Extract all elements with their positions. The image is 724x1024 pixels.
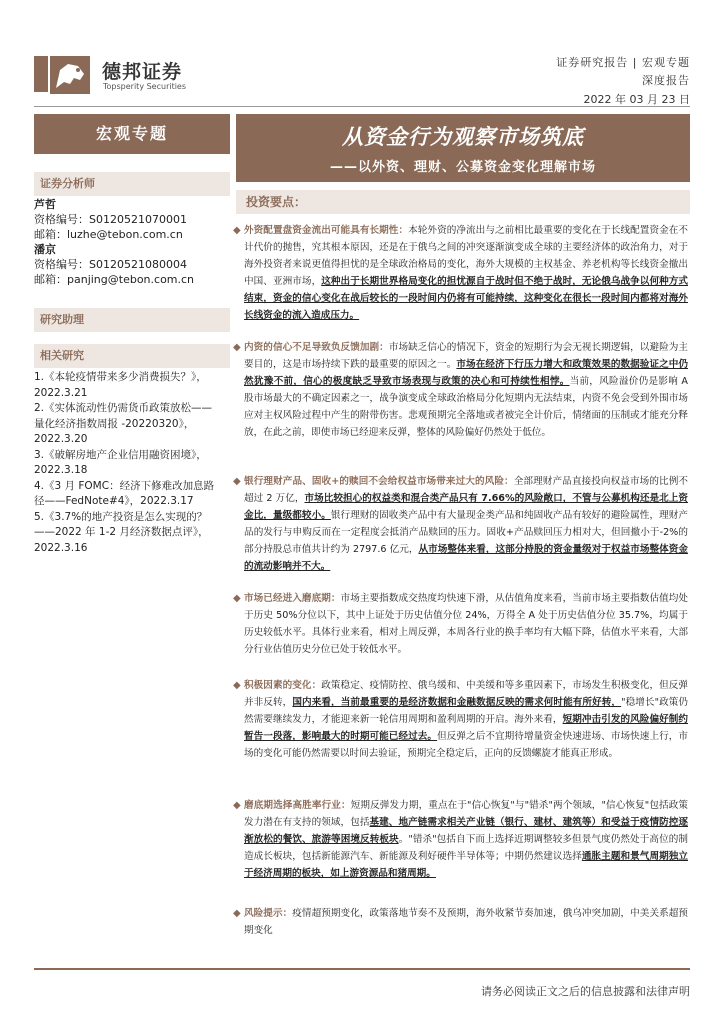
footer-divider [34,968,690,970]
analyst-block [34,197,230,287]
left-banner: 宏观专题 [34,114,230,154]
related-item[interactable]: 3.《破解房地产企业信用融资困境》， 2022.3.18 [34,448,207,476]
bullet-icon: ◆ [233,800,241,811]
report-date: 2022 年 03 月 23 日 [583,93,690,106]
key-point-risk: ◆ 风险提示：疫情超预期变化，政策落地节奏不及预期，海外收紧节奏加速，俄乌冲突加剧，中美关系超预期变化 [244,905,688,939]
bullet-icon: ◆ [233,680,241,691]
related-item[interactable]: 4.《3 月 FOMC：经济下修难改加息路 径——FedNote#4》，2022.3.17 [34,479,215,507]
analyst-section-head: 证券分析师 [34,172,230,196]
bullet-icon: ◆ [233,476,241,487]
bullet-icon: ◆ [233,225,241,236]
report-type: 证券研究报告 | 宏观专题 [556,56,690,69]
brand-english: Topsperity Securities [103,82,187,91]
analyst-name: 潘京 [34,243,56,256]
analyst-cert: 资格编号：S0120521070001 [34,213,187,226]
key-point-2: ◆ 内资的信心不足导致负反馈加剧：市场缺乏信心的情况下，资金的短期行为会无视长期逻辑，以避险为主要目的，这是市场持续下跌的最重要的原因之一。市场在经济下行压力增大和政策效果的数据验证之中仍然犹豫不前，信心的极度缺乏导致市场表现与政策的决心和可持续性相悖。当前，风险溢价仍是影响 A 股市场最大的不确定因素之一，战争演变成全球政治格局分化短期内无法结束，内资不免会受到外围市场应对主权风险过程中产生的附带伤害。悲观预期完全落地或者被完全计价后，情绪面的压制或才能充分释放，在此之前，即使市场已经迎来反弹，整体的风险偏好仍然处于低位。 [244,339,688,441]
key-points-head: 投资要点： [236,190,690,214]
bullet-icon: ◆ [233,342,241,353]
related-list [34,370,230,556]
analyst-email[interactable]: 邮箱：luzhe@tebon.com.cn [34,228,183,241]
analyst-name: 芦哲 [34,198,56,211]
company-logo [34,52,94,98]
key-point-6: ◆ 磨底期选择高胜率行业：短期反弹发力期，重点在于"信心恢复"与"错杀"两个领域，"信心恢复"包括政策发力潜在有支持的领域，包括基建、地产链需求相关产业链（银行、建材、建筑等）和受益于疫情防控逐渐放松的餐饮、旅游等困境反转板块。"错杀"包括自下而上选择近期调整较多但景气度仍然处于高位的制造成长板块，包括新能源汽车、新能源及利好硬件半导体等；中期仍然建议选择通胀主题和景气周期独立于经济周期的板块，如上游资源品和猪周期。 [244,797,688,882]
brand-name: 德邦证券 [102,61,183,83]
header-divider [34,106,690,107]
footer-disclaimer: 请务必阅读正文之后的信息披露和法律声明 [481,985,690,998]
assistant-section-head: 研究助理 [34,308,230,332]
report-subtitle: ——以外资、理财、公募资金变化理解市场 [329,160,596,175]
analyst-cert: 资格编号：S0120521080004 [34,258,187,271]
title-banner [236,114,690,182]
related-item[interactable]: 5.《3.7%的地产投资是怎么实现的？ ——2022 年 1-2 月经济数据点评》， 2022.3.16 [34,510,209,554]
key-point-1: ◆ 外资配置盘资金流出可能具有长期性：本轮外资的净流出与之前相比最重要的变化在于长线配置资金在不计代价的抛售，究其根本原因，还是在于俄乌之间的冲突逐渐演变成全球的主要经济体的政治角力，对于海外投资者来说更值得担忧的是全球政治格局的变化，海外大规模的主权基金、养老机构等长线资金撤出中国、亚洲市场，这种出于长期世界格局变化的担忧源自于战时但不绝于战时，无论俄乌战争以何种方式结束，资金的信心变化在战后较长的一段时间内仍将有可能持续，这种变化在很长一段时间内都将对海外长线资金的流入造成压力。 [244,222,688,324]
bullet-icon: ◆ [233,908,241,919]
related-item[interactable]: 1.《本轮疫情带来多少消费损失？》， 2022.3.21 [34,371,207,399]
key-point-3: ◆ 银行理财产品、固收+的赎回不会给权益市场带来过大的风险：全部理财产品直接投向权益市场的比例不超过 2 万亿，市场比较担心的权益类和混合类产品只有 7.66%的风险敞口，不管与公募机构还是北上资金比，量级都较小。银行理财的固收类产品中有大量现金类产品和纯固收产品有较好的避险属性，理财产品的发行与申购反而在一定程度会抵消产品赎回的压力。固收+产品赎回压力相对大，但回撤小于-2%的部分持股总市值共计约为 2797.6 亿元，从市场整体来看，这部分持股的资金量级对于权益市场整体资金的流动影响并不大。 [244,473,688,575]
related-item[interactable]: 2.《实体流动性仍需货币政策放松—— 量化经济指数周报 -20220320》， 2022.3.20 [34,402,213,445]
key-point-4: ◆ 市场已经进入磨底期：市场主要指数成交热度均快速下滑，从估值角度来看，当前市场主要指数估值均处于历史 50%分位以下，其中上证处于历史估值分位 24%，万得全 A 处于历史估值分位 35.7%，均属于历史较低水平。具体行业来看，相对上周反弹，本周各行业的换手率均有大幅下降，估值水平来看，大部分行业估值历史分位已处于较低水平。 [244,590,688,658]
bullet-icon: ◆ [233,593,241,604]
key-point-5: ◆ 积极因素的变化：政策稳定、疫情防控、俄乌缓和、中美缓和等多重因素下，市场发生积极变化，但反弹并非反转，国内来看，当前最重要的是经济数据和金融数据反映的需求何时能有所好转，"稳增长"政策仍然需要继续发力，才能迎来新一轮信用周期和盈利周期的开启。海外来看，短期冲击引发的风险偏好制约暂告一段落，影响最大的时期可能已经过去。但反弹之后不宜期待增量资金快速进场、市场快速上行，市场的变化可能仍然需要以时间去验证，预期完全稳定后，正向的反馈螺旋才能真正形成。 [244,677,688,762]
related-section-head: 相关研究 [34,344,230,368]
report-title: 从资金行为观察市场筑底 [342,125,584,149]
analyst-email[interactable]: 邮箱：panjing@tebon.com.cn [34,273,195,286]
report-subtype: 深度报告 [642,74,690,87]
